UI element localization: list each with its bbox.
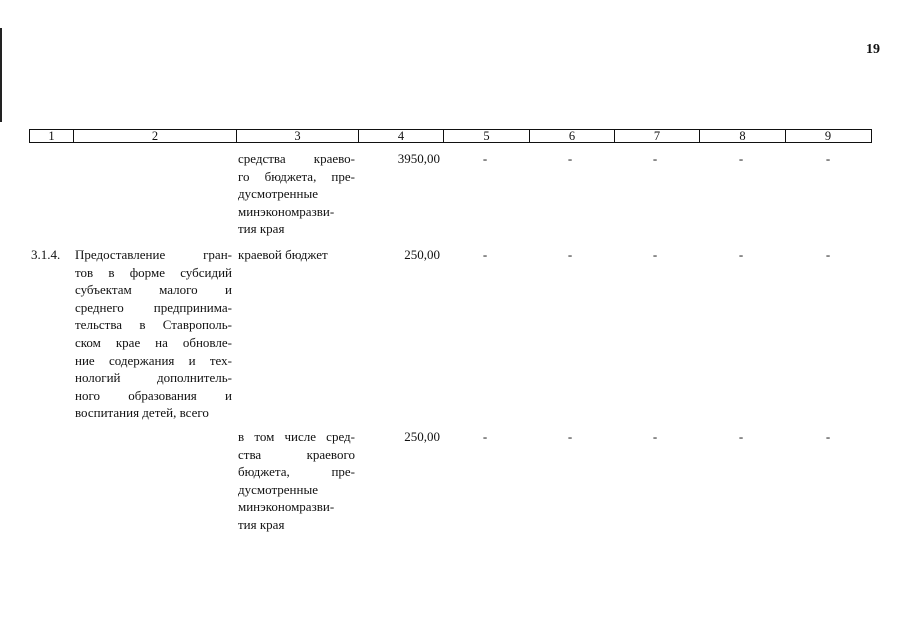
row-2-code: 3.1.4. — [31, 247, 61, 262]
column-number-6: 6 — [530, 130, 615, 142]
row-1-col9-value: - — [825, 151, 831, 166]
text-line: ском крае на обновле- — [75, 334, 232, 350]
text-line: дусмотренные — [238, 186, 318, 202]
column-number-8: 8 — [700, 130, 786, 142]
row-1-funding-source — [238, 150, 355, 238]
text-line: ства краевого — [238, 446, 355, 462]
column-number-2: 2 — [74, 130, 237, 142]
row-3-col5-value: - — [482, 429, 488, 444]
row-2-col9-value: - — [825, 247, 831, 262]
row-2-col8-value: - — [738, 247, 744, 262]
row-2-col6-value: - — [567, 247, 573, 262]
column-number-7: 7 — [615, 130, 700, 142]
text-line: тия края — [238, 516, 285, 532]
row-2-col7-value: - — [652, 247, 658, 262]
column-number-4: 4 — [359, 130, 444, 142]
row-1-amount: 3950,00 — [397, 151, 440, 166]
row-3-amount: 250,00 — [404, 429, 440, 444]
column-number-5: 5 — [444, 130, 530, 142]
row-2-col5-value: - — [482, 247, 488, 262]
text-line: нологий дополнитель- — [75, 370, 232, 386]
text-line: воспитания детей, всего — [75, 405, 209, 421]
row-1-col6-value: - — [567, 151, 573, 166]
text-line: тия края — [238, 221, 285, 237]
text-line: средства краево- — [238, 151, 355, 166]
text-line: Предоставление гран- — [75, 247, 232, 262]
text-line: в том числе сред- — [238, 429, 355, 444]
row-1-col5-value: - — [482, 151, 488, 166]
column-number-1: 1 — [30, 130, 74, 142]
row-3-funding-source — [238, 428, 355, 534]
row-3-col9-value: - — [825, 429, 831, 444]
text-line: ние содержания и тех- — [75, 352, 232, 368]
text-line: дусмотренные — [238, 481, 318, 497]
row-1-col7-value: - — [652, 151, 658, 166]
column-number-header — [29, 129, 872, 143]
text-line: среднего предпринима- — [75, 299, 232, 315]
row-2-funding-source: краевой бюджет — [238, 247, 328, 262]
column-number-9: 9 — [824, 129, 832, 143]
text-line: тельства в Ставрополь- — [75, 317, 232, 333]
text-line: минэкономразви- — [238, 203, 335, 219]
text-line: го бюджета, пре- — [238, 168, 355, 184]
text-line: минэкономразви- — [238, 499, 335, 515]
page-edge-line — [0, 28, 2, 122]
row-2-amount: 250,00 — [404, 247, 440, 262]
text-line: бюджета, пре- — [238, 464, 355, 480]
row-3-col8-value: - — [738, 429, 744, 444]
row-1-col8-value: - — [738, 151, 744, 166]
text-line: субъектам малого и — [75, 282, 232, 298]
page-number: 19 — [866, 42, 880, 57]
text-line: тов в форме субсидий — [75, 264, 232, 280]
row-3-col6-value: - — [567, 429, 573, 444]
column-number-3: 3 — [237, 130, 359, 142]
text-line: ного образования и — [75, 387, 232, 403]
row-3-col7-value: - — [652, 429, 658, 444]
row-2-measure-name — [75, 246, 232, 422]
